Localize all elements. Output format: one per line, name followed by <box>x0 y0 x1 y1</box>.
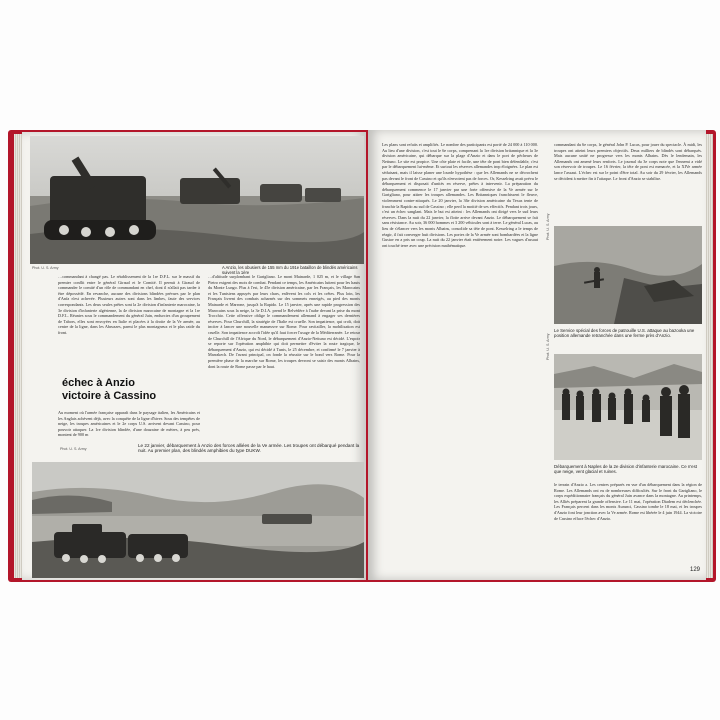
left-body-col1: …commandant à changé pas. Le rétablissement de la 1re D.F.L. sur le massif du premier conflit entre le général Giraud et le Comité. Il permit à Giraud de commander le comité d'un rôle de commandant en chef, dont il n'allait pas tarder à être dépossédé. En revanche, aucune des divisions blindées prévues par le plan d'Anfa n'est achevée. Plusieurs autres sont dans les limbes, faute des services correspondants. Les deux seules prêtes sont la 2e division d'infanterie marocaine, la 3e division d'infanterie algérienne, la 4e division marocaine de montagne et la 1re D.F.L. Réunies sous le commandement du général Juin, endurcies d'un groupement de Tabors, elles sont envoyées en Italie et placées à la droite de la Ve armée, au centre de la ligne, dans les Abruzzes, parmi le plus montagneux et le plus raide du front. <box>58 274 200 335</box>
photo-anzio-howitzers <box>30 136 364 264</box>
photo-naples-landing <box>554 354 702 460</box>
right-body-col2: commandant du 6e corps, le général John P. Lucas, pour jouer du spectacle. À midi, les troupes ont atteint leurs premiers objectifs. Deux milliers de blindés sont débarqués. Mais aucune unité ne progresse vers les monts Albains. Dès le lendemain, les Allemands ont amené leurs renforts. Le journal du 3e corps note que l'ennemi a vidé son réservoir de troupes. Le 16 février, la tête de pont est menacée, et la XIVe armée lance l'assaut. L'échec est sur le point d'être total. Au soir du 29 février, les Allemands se décident à mettre fin à l'attaque. Le front d'Anzio se stabilise. <box>554 142 702 181</box>
photo-bottom-credit: Phot. U. S. Army <box>60 447 87 451</box>
photo-mid-credit: Phot. U. S. Army <box>546 213 550 240</box>
photo-mid-caption: Le Service spécial des forces de patrouille U.S. attaque au bazooka une position allemande retranchée dans une ferme près d'Anzio. <box>554 328 695 339</box>
photo-low-credit: Phot. U. S. Army <box>546 333 550 360</box>
section-heading: échec à Anzio victoire à Cassino <box>62 377 157 402</box>
open-book <box>8 128 716 586</box>
right-body-col2b: le terrain d'Anzio a. Les centres préparés en vue d'un débarquement dans la région de Rome. Les Allemands ont eu de nombreuses difficultés. Sur le front du Garigliano, le corps expéditionnaire français du général Juin avance dans la montagne. Au printemps, les Alliés préparent la grande offensive. Le 11 mai, l'opération Diadem est déclenchée. Les Français percent dans les monts Aurunci, Cassino tombe le 18 mai, et les troupes d'Anzio font leur jonction avec la Ve armée. Rome est libérée le 4 juin 1944. La victoire de Cassino efface l'échec d'Anzio. <box>554 482 702 521</box>
photo-top-credit: Phot. U. S. Army <box>32 266 59 270</box>
photo-top-caption: A Anzio, les obusiers de 155 mm du 191e bataillon de blindés américains suivent la 1ère <box>222 265 358 275</box>
left-body-col1b: Au moment où l'armée française apparaît dans le paysage italien, les Américains et les Anglais achèvent déjà, avec la conquête de la ligne d'hiver. Sous des tempêtes de neige, les troupes américaines et le 2e corps U.S. arrivent devant Cassino, pour pouvoir attaquer. La 1re division blindée, d'une douzaine de mètres, à peu près, montent de 900 m <box>58 410 200 438</box>
page-number: 129 <box>690 567 701 573</box>
photo-anzio-landing <box>32 462 364 578</box>
right-body-col1: Les plans sont refaits et amplifiés. Le nombre des participants est porté de 24 000 à 110 000. Au lieu d'une division, c'est tout le 6e corps, comprenant la 1re division britannique et la 3e division américaine, qui débarque sur la plage d'Anzio et dans le port de pêcheurs de Nettuno. Le site est propice. Une côte plate et facile, une tête de pont bien défendable, c'est par le débarquement lui-même. Et surtout les réserves allemandes trop éloignées. Le plan est séduisant, mais il laisse planer une lourde hypothèse : que les Allemands ne se décrochent pas devant le front de Cassino et qu'ils n'envoient pas de forces. Or, Kesselring avait prévu le débarquement et disposait d'unités en réserve, prêtes à intervenir. La préparation du débarquement commence le 17 janvier par une forte offensive de la Ve armée sur le Garigliano, pour attirer les troupes allemandes. Les Britanniques franchissent le fleuve, violemment contre-attaqués. Le 20 janvier, la 36e division américaine du Texas tente de franchir la Rapido au sud de Cassino ; elle perd la moitié de ses effectifs. Pendant trois jours, c'est un échec sanglant. Mais le but est atteint : les Allemands ont dirigé vers le sud leurs réserves. Dans la nuit du 22 janvier, la flotte arrive devant Anzio. Le débarquement se fait sans résistance. Au soir, 36 000 hommes et 3 200 véhicules sont à terre. Le général Lucas, au lieu de s'élancer vers les monts Albains, consolide sa tête de pont. Kesselring a le temps de réagir, il fait converger huit divisions. Les portes de la Ve armée sont bombardées et la ligne Gustav en a pris un coup. La nuit du 22 janvier était entièrement noire. Les vagues d'assaut ont touché terre avec une précision mathématique. <box>382 142 538 248</box>
photo-low-caption: Débarquement à Naples de la 2e division d'infanterie marocaine. Ce n'est que neige, vent glacial et ruines. <box>554 464 697 475</box>
right-page <box>368 130 706 580</box>
right-page-edges <box>705 134 713 578</box>
left-page <box>22 132 366 580</box>
left-body-col2: …d'altitude surplombant le Garigliano. Le mont Mainarde, 1 025 m, et le village San Pietro exigent des mois de combat. Pendant ce temps, les Américains luttent pour les hauts du Monte Lungo. Plus à l'est, le 45e division américaine, par les Français, les Marocains et les Tunisiens appuyés par leurs chars, enlèvent les cols et les crêtes. Plus loin, les Français livrent des combats acharnés sur des sommets enneigés, au pied des monts Mainarde et Marrone, jusqu'à la Rapido. Le 15 janvier, après une rapide progression des Marocains sous la neige, la 3e D.I.A. prend le Belvédère à l'aube devant la prise du mont Trocchio. Cette offensive oblige le commandement allemand à engager ses dernières réserves. Pour Churchill, la stratégie de l'Italie est cruelle. Son impatience, qui croît, doit inciter à lancer une nouvelle manœuvre sur Rome. Pour ravitailler, la mobilisation est cruelle. Son impatience accroît l'idée qu'il faut forcer l'usage de la Méditerranée. Le retour de Churchill de l'Afrique du Nord, le débarquement d'Anzio-Nettuno est décidé. L'espoir se reporte sur l'opération amphibie qui doit permettre d'éviter la route tragique, le débarquement d'Anzio, qui est décidé à Tunis, le 25 décembre, et confirmé le 7 janvier à Marrakech. De l'avant principal, on fonde la réussite sur le bond vers Rome. Pour la première phase de la marche sur Rome, les troupes devront se saisir des monts Albains, dont la route de Rome passe par le haut. <box>208 274 360 369</box>
photo-bazooka-patrol <box>554 226 702 324</box>
photo-bottom-caption: Le 22 janvier, débarquement à Anzio des forces alliées de la Ve armée. Les troupes ont débarqué pendant la nuit. Au premier plan, des blindés amphibies du type DUKW. <box>138 443 360 454</box>
